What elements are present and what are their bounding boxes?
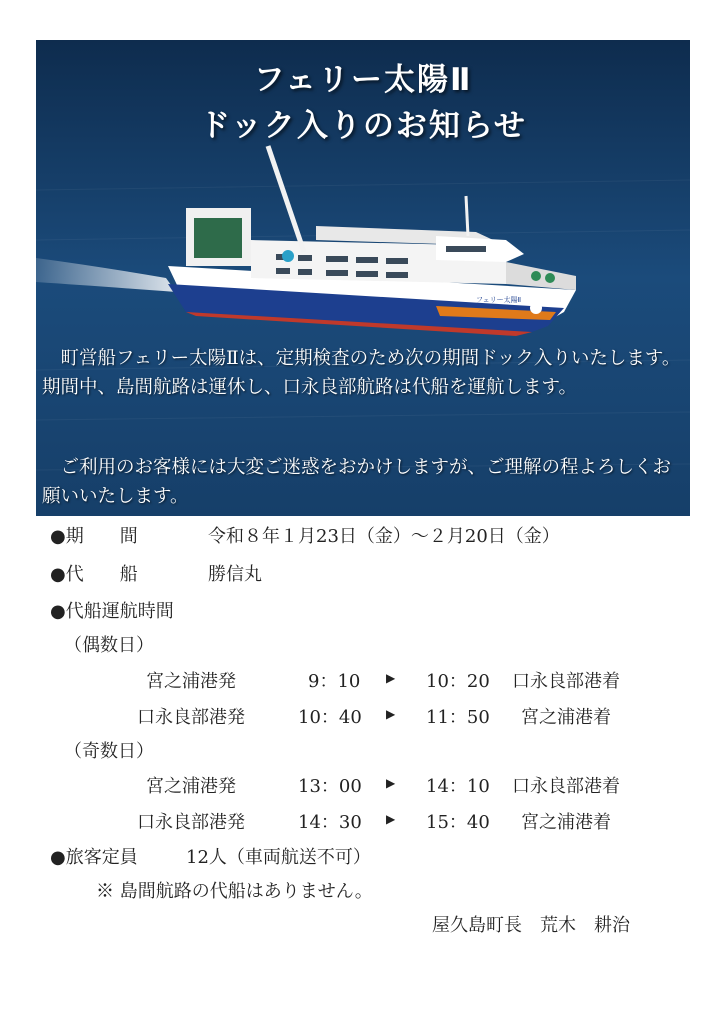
- departure-port: 宮之浦港発: [146, 776, 236, 797]
- arrow-icon: ▶: [386, 671, 396, 685]
- period-value: 令和８年１月23日（金）～２月20日（金）: [208, 526, 560, 547]
- ferry-photo-banner: [36, 40, 690, 516]
- schedule-row: [0, 703, 724, 729]
- period-label: ●期 間: [50, 526, 138, 547]
- notice-title-line2: ドック入りのお知らせ: [199, 108, 527, 144]
- arrival-port: 宮之浦港着: [521, 812, 611, 833]
- arrival-time: 14：10: [426, 776, 490, 797]
- replacement-ship-label: ●代 船: [50, 564, 138, 585]
- even-days-label: （偶数日）: [64, 635, 154, 656]
- arrival-time: 10：20: [426, 671, 490, 692]
- schedule-label: ●代船運航時間: [50, 601, 174, 622]
- arrival-port: 宮之浦港着: [521, 707, 611, 728]
- departure-port: 口永良部港発: [137, 707, 245, 728]
- arrival-port: 口永良部港着: [512, 776, 620, 797]
- departure-port: 宮之浦港発: [146, 671, 236, 692]
- arrow-icon: ▶: [386, 707, 396, 721]
- departure-port: 口永良部港発: [137, 812, 245, 833]
- capacity-label: ●旅客定員: [50, 847, 138, 868]
- intro-paragraph-1: 町営船フェリー太陽Ⅱは、定期検査のため次の期間ドック入りいたします。期間中、島間航路は運休し、口永良部航路は代船を運航します。: [42, 348, 681, 398]
- departure-time: 10：40: [298, 707, 362, 728]
- replacement-ship-value: 勝信丸: [208, 564, 262, 585]
- arrow-icon: ▶: [386, 776, 396, 790]
- signature: 屋久島町長 荒木 耕治: [432, 915, 630, 936]
- departure-time: 14：30: [298, 812, 362, 833]
- schedule-row: [0, 772, 724, 798]
- capacity-value: 12人（車両航送不可）: [186, 847, 371, 868]
- odd-days-label: （奇数日）: [64, 741, 154, 762]
- arrival-port: 口永良部港着: [512, 671, 620, 692]
- arrival-time: 11：50: [426, 707, 490, 728]
- intro-paragraph-2: ご利用のお客様には大変ご迷惑をおかけしますが、ご理解の程よろしくお願いいたします。: [42, 457, 672, 507]
- departure-time: 9：10: [308, 671, 361, 692]
- schedule-row: [0, 667, 724, 693]
- arrival-time: 15：40: [426, 812, 490, 833]
- note-text: ※ 島間航路の代船はありません。: [96, 881, 373, 902]
- departure-time: 13：00: [298, 776, 362, 797]
- arrow-icon: ▶: [386, 812, 396, 826]
- schedule-row: [0, 808, 724, 834]
- hull-name-text: フェリー太陽Ⅱ: [476, 296, 522, 304]
- notice-title-line1: フェリー太陽Ⅱ: [253, 62, 473, 98]
